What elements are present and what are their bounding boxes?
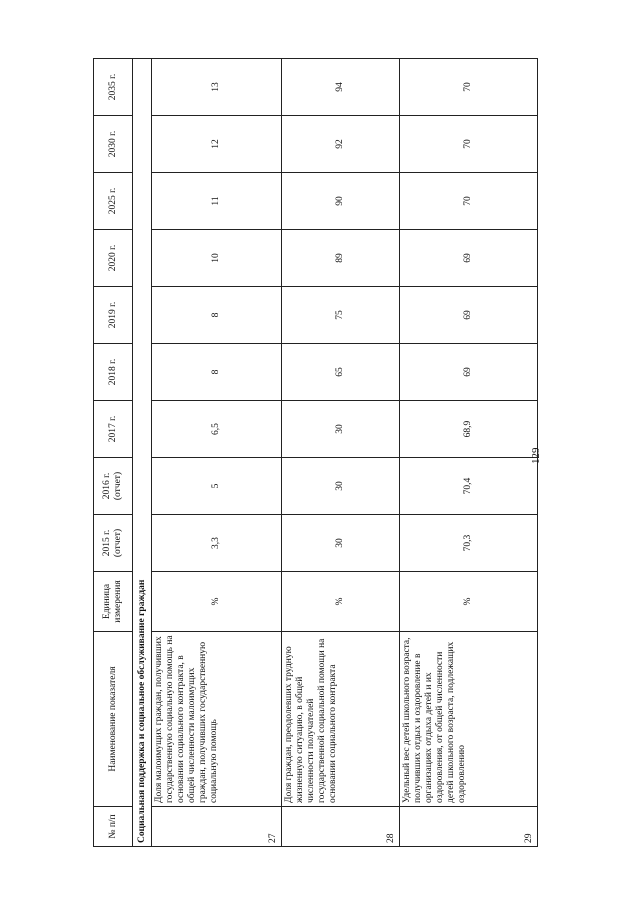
value-cell: 70 [400,59,538,116]
value-cell: 68,9 [400,401,538,458]
value-cell: 8 [152,287,282,344]
value-cell: 6,5 [152,401,282,458]
value-cell: 5 [152,458,282,515]
value-cell: 12 [152,116,282,173]
header-year: 2025 г. [94,173,133,230]
value-cell: 30 [282,515,400,572]
value-cell: 70,3 [400,515,538,572]
value-cell: 30 [282,401,400,458]
value-cell: 92 [282,116,400,173]
indicators-table [93,58,538,847]
value-cell: 11 [152,173,282,230]
value-cell: 10 [152,230,282,287]
value-cell: 69 [400,287,538,344]
page-number: 129 [530,447,542,464]
header-num: № п/п [94,807,133,847]
table-row [152,59,282,847]
header-year: 2015 г. (отчет) [94,515,133,572]
header-year: 2020 г. [94,230,133,287]
value-cell: 70,4 [400,458,538,515]
indicator-name: Доля малоимущих граждан, получивших государственную социальную помощь на основании социального контракта, в общей численности малоимущих граждан, получивших государственную социальную помощь [152,632,282,807]
header-year: 2016 г. (отчет) [94,458,133,515]
value-cell: 30 [282,458,400,515]
header-year: 2035 г. [94,59,133,116]
value-cell: 70 [400,116,538,173]
header-unit: Единица измерения [94,572,133,632]
value-cell: 69 [400,344,538,401]
header-year: 2019 г. [94,287,133,344]
value-cell: 90 [282,173,400,230]
table-row [400,59,538,847]
value-cell: 70 [400,173,538,230]
value-cell: 89 [282,230,400,287]
value-cell: 94 [282,59,400,116]
unit-cell: % [400,572,538,632]
value-cell: 8 [152,344,282,401]
header-name: Наименование показателя [94,632,133,807]
row-number: 28 [282,807,400,847]
header-year: 2017 г. [94,401,133,458]
value-cell: 65 [282,344,400,401]
section-title: Социальная поддержка и социальное обслуживание граждан [133,59,152,847]
indicator-name: Доля граждан, преодолевших трудную жизненную ситуацию, в общей численности получателей государственной социальной помощи на основании социального контракта [282,632,400,807]
section-row [133,59,152,847]
value-cell: 69 [400,230,538,287]
unit-cell: % [282,572,400,632]
value-cell: 75 [282,287,400,344]
header-row [94,59,133,847]
unit-cell: % [152,572,282,632]
row-number: 27 [152,807,282,847]
row-number: 29 [400,807,538,847]
header-year: 2018 г. [94,344,133,401]
value-cell: 13 [152,59,282,116]
header-year: 2030 г. [94,116,133,173]
table-row [282,59,400,847]
indicator-name: Удельный вес детей школьного возраста, получивших отдых и оздоровление в организациях отдыха детей и их оздоровления, от общей численности детей школьного возраста, подлежащих оздоровлению [400,632,538,807]
value-cell: 3,3 [152,515,282,572]
